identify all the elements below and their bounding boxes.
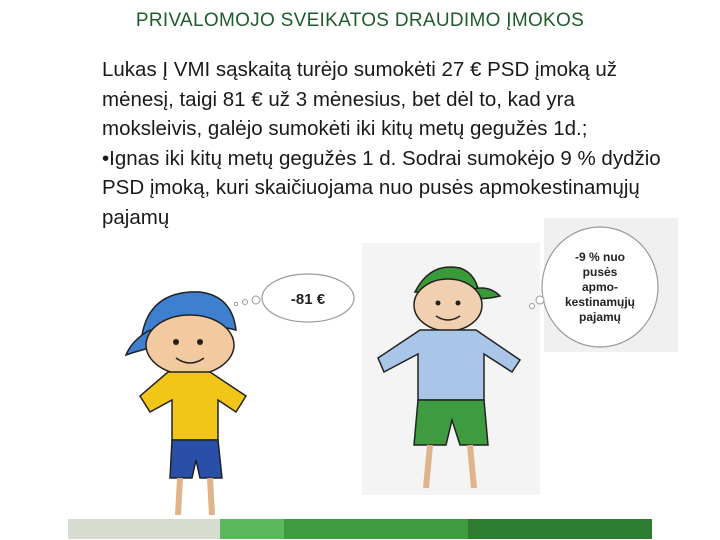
ignas-bubble-line: -9 % nuo [575, 250, 625, 264]
ignas-bubble-line: kestinamųjų [564, 295, 636, 309]
ignas-bubble-line: pajamų [578, 310, 622, 324]
ignas-bubble-line: apmo- [582, 280, 618, 294]
footer-bar-segment [468, 519, 652, 539]
slide-title: PRIVALOMOJO SVEIKATOS DRAUDIMO ĮMOKOS [135, 10, 585, 31]
footer-bar-segment [220, 519, 284, 539]
lukas-drawing [126, 292, 246, 515]
paragraph-ignas: •Ignas iki kitų metų gegužės 1 d. Sodrai sumokėjo 9 % dydžio PSD įmoką, kuri skaičiuojama nuo pusės apmokestinamųjų pajamų [102, 146, 661, 229]
lukas-bubble-text: -81 € [290, 291, 326, 308]
paragraph-lukas: Lukas Į VMI sąskaitą turėjo sumokėti 27 € PSD įmoką už mėnesį, taigi 81 € už 3 mėnesius, bet dėl to, kad yra moksleivis, galėjo sumokėti iki kitų metų gegužės 1d.; [102, 58, 618, 140]
ignas-bubble-line: pusės [582, 265, 618, 279]
footer-bar [68, 519, 652, 539]
footer-bar-segment [68, 519, 220, 539]
footer-bar-segment [284, 519, 468, 539]
